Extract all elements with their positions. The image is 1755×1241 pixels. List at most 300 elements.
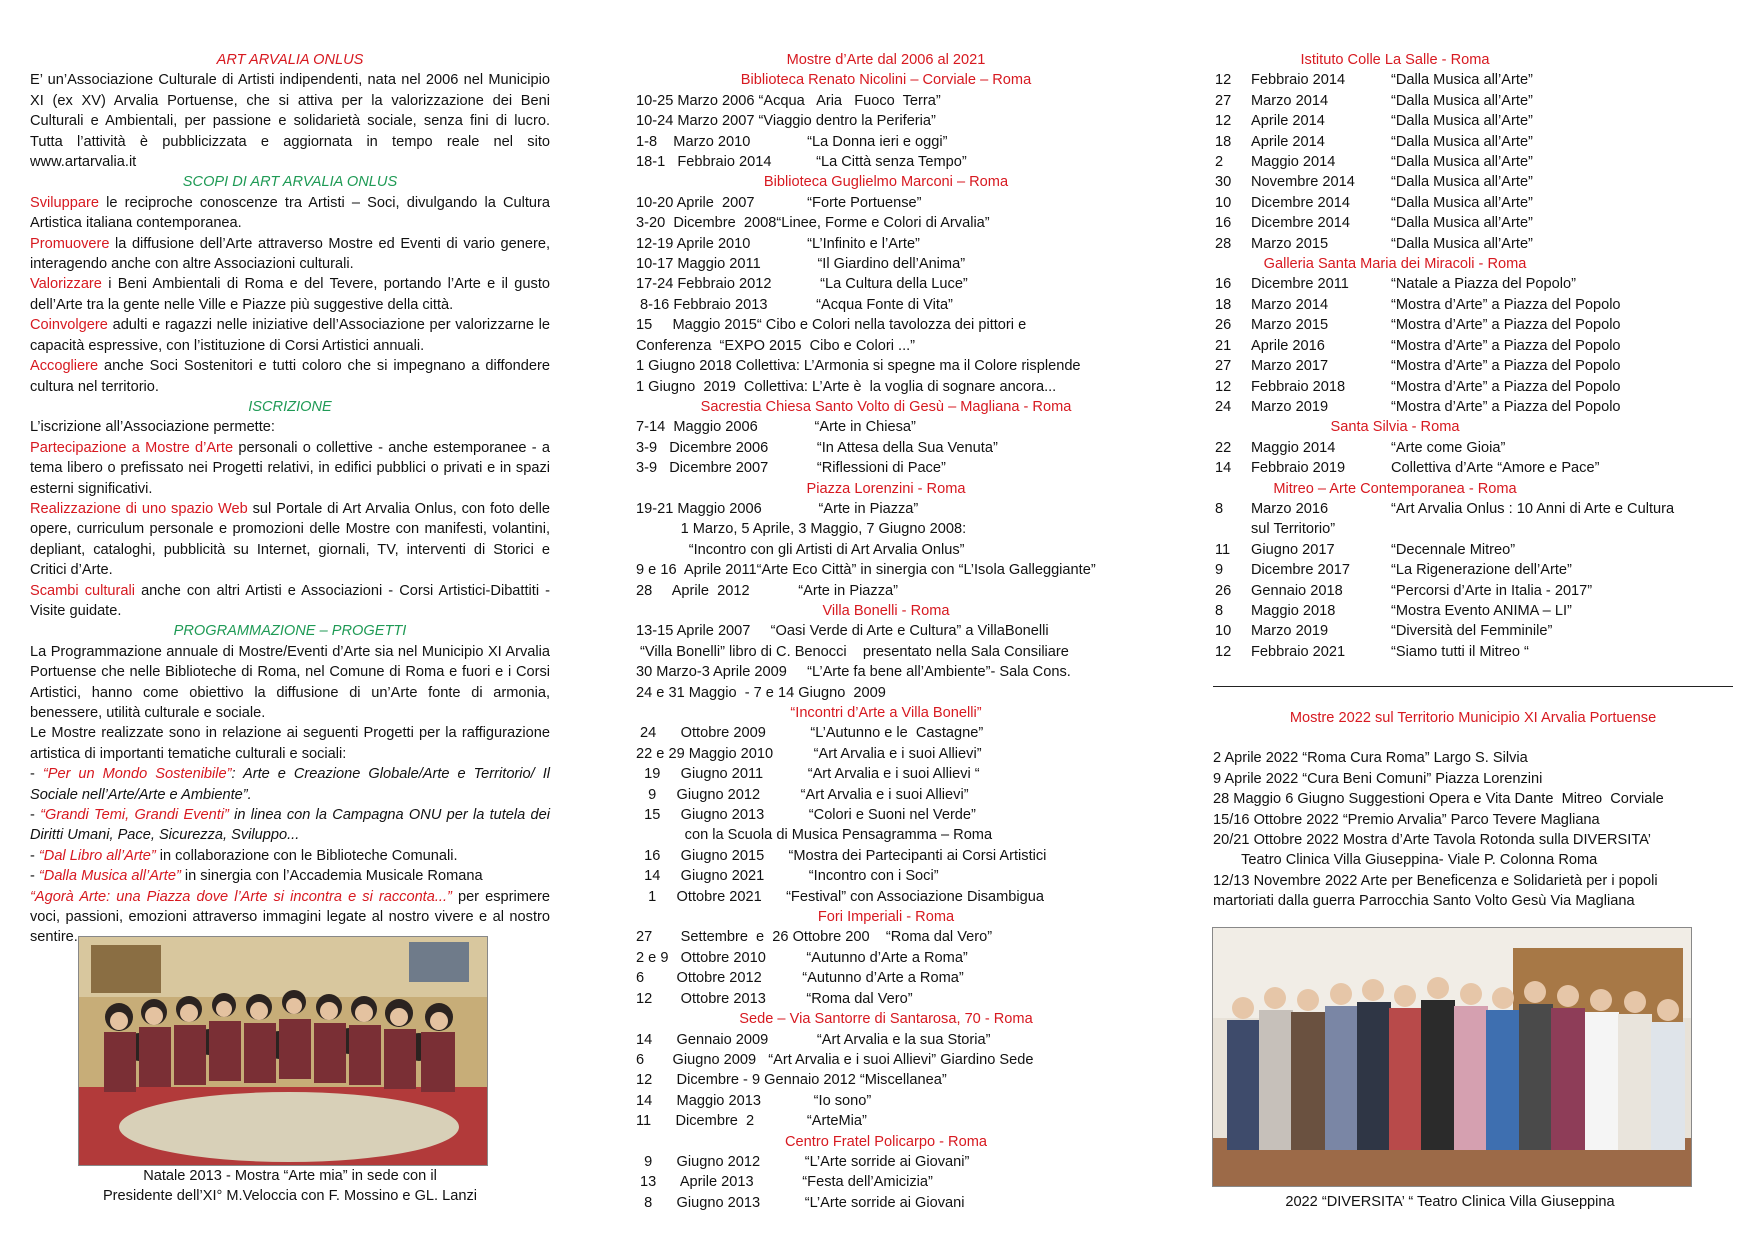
exhibition-row bbox=[636, 744, 1136, 764]
exhibition-text: Dicembre 2008“Linee, Forme e Colori di Arvalia” bbox=[665, 215, 990, 232]
exhibition-row bbox=[1215, 581, 1735, 601]
mostra-2022-item: Teatro Clinica Villa Giuseppina- Viale P. Colonna Roma bbox=[1213, 852, 1598, 869]
exhibition-text: Aprile 2007 “Forte Portuense” bbox=[673, 194, 922, 211]
exhibition-month: Novembre 2014 bbox=[1251, 174, 1355, 191]
exhibition-days: 6 bbox=[636, 1051, 645, 1068]
exhibition-title: “Dalla Musica all’Arte” bbox=[1391, 72, 1533, 89]
exhibition-day: 8 bbox=[1215, 500, 1224, 517]
progetto-title: “Dal Libro all’Arte” bbox=[38, 847, 156, 864]
exhibition-row bbox=[636, 377, 1136, 397]
exhibition-row bbox=[636, 254, 1136, 274]
exhibition-text: “Villa Bonelli” libro di C. Benocci presentato nella Sala Consiliare bbox=[636, 643, 1069, 660]
exhibition-row bbox=[636, 785, 1136, 805]
exhibition-row bbox=[636, 91, 1136, 111]
exhibition-row bbox=[636, 152, 1136, 172]
exhibition-row bbox=[1215, 315, 1735, 335]
exhibition-text: Aprile 2007 “Oasi Verde di Arte e Cultura” a VillaBonelli bbox=[673, 623, 1049, 640]
iscrizione-item bbox=[30, 581, 550, 622]
exhibition-day: 11 bbox=[1215, 541, 1231, 558]
exhibition-row bbox=[636, 989, 1136, 1009]
exhibition-row bbox=[636, 805, 1136, 825]
exhibition-title: “Dalla Musica all’Arte” bbox=[1391, 235, 1533, 252]
venue-heading: Biblioteca Guglielmo Marconi – Roma bbox=[763, 174, 1009, 191]
photo-credit: FRANCO CANNONI bbox=[72, 1081, 80, 1160]
iscrizione-item bbox=[30, 438, 550, 499]
exhibition-day: 12 bbox=[1215, 378, 1232, 395]
progetto-text: in collaborazione con le Biblioteche Comunali. bbox=[155, 847, 458, 864]
venue-heading: Centro Fratel Policarpo - Roma bbox=[785, 1133, 987, 1150]
exhibition-text: Ottobre 2009 “L’Autunno e le Castagne” bbox=[656, 725, 984, 742]
iscrizione-item bbox=[30, 499, 550, 581]
venue-heading: Villa Bonelli - Roma bbox=[822, 602, 950, 619]
exhibition-day: 8 bbox=[1215, 602, 1224, 619]
exhibition-text: Ottobre 2021 “Festival” con Associazione Disambigua bbox=[656, 888, 1045, 905]
exhibition-title: “La Rigenerazione dell’Arte” bbox=[1391, 562, 1572, 579]
scopi-lead: Coinvolgere bbox=[30, 317, 108, 334]
exhibition-row bbox=[636, 1111, 1136, 1131]
iscrizione-text: sul Portale di Art Arvalia Onlus, con foto delle opere, curriculum personale e promozioni delle Mostre con manifesti, volantini, depliant, cataloghi, pubblicità su Internet, giornali, TV, interventi di Storici e Critici d’Arte. bbox=[30, 500, 550, 579]
exhibition-text: Settembre e 26 Ottobre 200 “Roma dal Vero” bbox=[652, 929, 993, 946]
exhibition-text: con la Scuola di Musica Pensagramma – Roma bbox=[636, 827, 993, 844]
exhibition-month: Marzo 2015 bbox=[1251, 317, 1329, 334]
programmazione-heading: PROGRAMMAZIONE – PROGETTI bbox=[173, 623, 407, 640]
exhibition-month: Marzo 2014 bbox=[1251, 92, 1329, 109]
exhibition-text: Maggio 2011 “Il Giardino dell’Anima” bbox=[673, 256, 966, 273]
exhibition-title: “Art Arvalia Onlus : 10 Anni di Arte e Cultura bbox=[1391, 500, 1675, 517]
exhibition-row bbox=[636, 540, 1136, 560]
iscrizione-heading: ISCRIZIONE bbox=[248, 398, 332, 415]
venue-heading: Galleria Santa Maria dei Miracoli - Roma bbox=[1263, 256, 1527, 273]
exhibition-title: “Mostra d’Arte” a Piazza del Popolo bbox=[1391, 358, 1621, 375]
exhibition-days: 2 e 9 bbox=[636, 949, 669, 966]
exhibition-row bbox=[636, 1172, 1136, 1192]
christmas-party-photo bbox=[72, 936, 488, 1166]
exhibition-days: 18-1 bbox=[636, 154, 666, 171]
exhibition-text: Maggio 2006 “Arte in Piazza” bbox=[673, 500, 919, 517]
exhibition-text: Dicembre 2 “ArteMia” bbox=[651, 1113, 867, 1130]
exhibition-day bbox=[1215, 519, 1251, 539]
progetto-dash: - bbox=[30, 868, 39, 885]
exhibition-month: Gennaio 2018 bbox=[1251, 582, 1343, 599]
progetto-dash: - bbox=[30, 766, 43, 783]
exhibition-days: 9 bbox=[636, 786, 657, 803]
exhibition-row bbox=[636, 356, 1136, 376]
exhibition-month: Maggio 2014 bbox=[1251, 154, 1336, 171]
mostre-heading: Mostre d’Arte dal 2006 al 2021 bbox=[786, 52, 986, 68]
exhibition-month: Marzo 2014 bbox=[1251, 296, 1329, 313]
mostra-2022-item: martoriati dalla guerra Parrocchia Santo Volto Gesù Via Magliana bbox=[1213, 893, 1635, 910]
exhibition-row bbox=[636, 274, 1136, 294]
progetto-title: “Per un Mondo Sostenibile” bbox=[42, 766, 232, 783]
exhibition-text: Giugno 2012 “L’Arte sorride ai Giovani” bbox=[652, 1153, 970, 1170]
progetti-list bbox=[30, 764, 550, 948]
exhibition-row bbox=[636, 1070, 1136, 1090]
venue-sections bbox=[1215, 50, 1735, 662]
mostra-2022-item: 12/13 Novembre 2022 Arte per Beneficenza e Solidarietà per i popoli bbox=[1213, 872, 1658, 889]
scopi-lead: Sviluppare bbox=[30, 194, 99, 211]
intro-paragraph: E’ un’Associazione Culturale di Artisti indipendenti, nata nel 2006 nel Municipio XI (ex XV) Arvalia Portuense, che si attiva per la valorizzazione dei Beni Culturali e Ambientali, per passione e solidarietà sociale, senza fini di lucro. Tutta l’attività è pubblicizzata e aggiornata in tempo reale nel sito www.artarvalia.it bbox=[30, 72, 550, 171]
exhibition-row bbox=[1215, 458, 1735, 478]
exhibition-day: 12 bbox=[1215, 113, 1232, 130]
scopi-item bbox=[30, 315, 550, 356]
exhibition-text: Gennaio 2009 “Art Arvalia e la sua Storia” bbox=[652, 1031, 991, 1048]
exhibition-day: 26 bbox=[1215, 582, 1232, 599]
exhibition-days: 15 bbox=[636, 317, 653, 334]
scopi-text: anche Soci Sostenitori e tutti coloro che si impegnano a diffondere cultura nel territorio. bbox=[30, 358, 550, 395]
exhibition-row bbox=[1215, 213, 1735, 233]
exhibition-days: 15 bbox=[636, 807, 661, 824]
exhibition-title: “Dalla Musica all’Arte” bbox=[1391, 154, 1533, 171]
exhibition-month: Febbraio 2014 bbox=[1251, 72, 1346, 89]
exhibition-text: 1 Giugno 2019 Collettiva: L’Arte è la voglia di sognare ancora... bbox=[636, 378, 1057, 395]
caption-line-1: Natale 2013 - Mostra “Arte mia” in sede con il bbox=[143, 1168, 437, 1184]
exhibition-days: 10-17 bbox=[636, 256, 674, 273]
exhibition-row bbox=[636, 234, 1136, 254]
exhibition-text: Aprile 2011“Arte Eco Città” in sinergia con “L’Isola Galleggiante” bbox=[676, 562, 1096, 579]
progetto-title: “Agorà Arte: una Piazza dove l’Arte si incontra e si racconta...” bbox=[30, 888, 452, 905]
exhibition-row bbox=[636, 642, 1136, 662]
exhibition-days: 10-24 bbox=[636, 113, 674, 130]
association-title: ART ARVALIA ONLUS bbox=[216, 52, 364, 68]
exhibition-day: 27 bbox=[1215, 92, 1232, 109]
exhibition-title: “Decennale Mitreo” bbox=[1391, 541, 1516, 558]
exhibition-title: “Mostra d’Arte” a Piazza del Popolo bbox=[1391, 317, 1621, 334]
exhibition-days: 6 bbox=[636, 970, 645, 987]
exhibition-text: 22 e 29 Maggio 2010 “Art Arvalia e i suoi Allievi” bbox=[636, 745, 982, 762]
exhibition-row bbox=[636, 683, 1136, 703]
exhibition-title: Collettiva d’Arte “Amore e Pace” bbox=[1391, 460, 1600, 477]
exhibition-days: 14 bbox=[636, 868, 661, 885]
exhibition-row bbox=[636, 621, 1136, 641]
exhibition-day: 10 bbox=[1215, 623, 1232, 640]
mostra-2022-item: 20/21 Ottobre 2022 Mostra d’Arte Tavola Rotonda sulla DIVERSITA’ bbox=[1213, 832, 1652, 849]
progetto-item bbox=[30, 805, 550, 846]
exhibition-row bbox=[636, 213, 1136, 233]
exhibition-month: Marzo 2019 bbox=[1251, 398, 1329, 415]
scopi-text: adulti e ragazzi nelle iniziative dell’Associazione per valorizzarne le capacità espressive, con l’istituzione di Corsi Artistici annuali. bbox=[30, 317, 550, 354]
exhibition-text: Giugno 2015 “Mostra dei Partecipanti ai Corsi Artistici bbox=[660, 847, 1047, 864]
mostre-2022-block bbox=[1213, 708, 1733, 912]
exhibition-days: 8 bbox=[636, 1194, 653, 1211]
exhibition-days: 27 bbox=[636, 929, 653, 946]
exhibition-day: 18 bbox=[1215, 296, 1232, 313]
exhibition-row bbox=[636, 111, 1136, 131]
progetto-text: in linea con la Campagna ONU per la tutela dei Diritti Umani, Pace, Sicurezza, Sviluppo... bbox=[30, 807, 550, 844]
iscrizione-text: anche con altri Artisti e Associazioni - Corsi Artistici-Dibattiti - Visite guidate. bbox=[30, 582, 550, 619]
exhibition-month: Marzo 2015 bbox=[1251, 235, 1329, 252]
scopi-item bbox=[30, 356, 550, 397]
exhibition-row bbox=[1215, 132, 1735, 152]
exhibition-row bbox=[1215, 70, 1735, 90]
iscrizione-text: personali o collettive - anche estemporanee - a tema libero o prefissato nei Progetti relativi, in edifici pubblici o privati e in spazi esterni significativi. bbox=[30, 439, 551, 497]
exhibition-text: Ottobre 2013 “Roma dal Vero” bbox=[652, 990, 913, 1007]
exhibition-row bbox=[1215, 377, 1735, 397]
iscrizione-lead: Realizzazione di uno spazio Web bbox=[30, 500, 248, 517]
exhibition-row bbox=[636, 866, 1136, 886]
exhibition-row bbox=[1215, 172, 1735, 192]
exhibition-title: “Dalla Musica all’Arte” bbox=[1391, 133, 1533, 150]
exhibition-text: Giugno 2021 “Incontro con i Soci” bbox=[660, 868, 939, 885]
progetti-intro: Le Mostre realizzate sono in relazione ai seguenti Progetti per la raffigurazione artistica di importanti tematiche culturali e sociali: bbox=[30, 725, 550, 762]
exhibition-days: 3-9 bbox=[636, 460, 658, 477]
exhibition-day: 9 bbox=[1215, 562, 1224, 579]
exhibition-row bbox=[636, 560, 1136, 580]
exhibition-days: 13 bbox=[636, 1174, 657, 1191]
exhibition-row bbox=[636, 581, 1136, 601]
exhibition-month: Dicembre 2014 bbox=[1251, 215, 1350, 232]
venue-heading: “Incontri d’Arte a Villa Bonelli” bbox=[790, 705, 982, 721]
exhibition-row bbox=[636, 927, 1136, 947]
exhibition-title: “Mostra d’Arte” a Piazza del Popolo bbox=[1391, 378, 1621, 395]
exhibition-text: Maggio 2015“ Cibo e Colori nella tavolozza dei pittori e bbox=[652, 317, 1027, 334]
column-mostre-venues bbox=[1215, 50, 1735, 662]
exhibition-row bbox=[636, 723, 1136, 743]
exhibition-row bbox=[636, 132, 1136, 152]
exhibition-month: Aprile 2014 bbox=[1251, 113, 1325, 130]
exhibition-days: 11 bbox=[636, 1113, 652, 1130]
exhibition-days: 28 bbox=[636, 582, 653, 599]
exhibition-text: Aprile 2010 “L’Infinito e l’Arte” bbox=[673, 235, 920, 252]
exhibition-days: 19 bbox=[636, 766, 661, 783]
exhibition-row bbox=[1215, 438, 1735, 458]
exhibition-text: Giugno 2012 “Art Arvalia e i suoi Allievi” bbox=[656, 786, 969, 803]
exhibition-month: Maggio 2018 bbox=[1251, 602, 1336, 619]
exhibition-text: Giugno 2009 “Art Arvalia e i suoi Allievi” Giardino Sede bbox=[644, 1051, 1034, 1068]
exhibition-day: 12 bbox=[1215, 72, 1232, 89]
exhibition-days: 3-20 bbox=[636, 215, 666, 232]
exhibition-month: Dicembre 2011 bbox=[1251, 276, 1349, 293]
exhibition-day: 14 bbox=[1215, 460, 1232, 477]
progetto-text: : Arte e Creazione Globale/Arte e Territorio/ Il Sociale nell’Arte/Arte e Ambiente”. bbox=[30, 766, 550, 803]
exhibition-text: “Incontro con gli Artisti di Art Arvalia Onlus” bbox=[636, 541, 965, 558]
exhibition-row bbox=[1215, 234, 1735, 254]
exhibition-title: “Mostra d’Arte” a Piazza del Popolo bbox=[1391, 398, 1621, 415]
venue-heading: Sacrestia Chiesa Santo Volto di Gesù – Magliana - Roma bbox=[700, 398, 1072, 415]
exhibition-day: 22 bbox=[1215, 439, 1232, 456]
scopi-text: le reciproche conoscenze tra Artisti – Soci, divulgando la Cultura Artistica italiana contemporanea. bbox=[30, 194, 550, 232]
progetto-item bbox=[30, 764, 550, 805]
exhibition-days: 14 bbox=[636, 1031, 653, 1048]
exhibition-month: Dicembre 2017 bbox=[1251, 562, 1350, 579]
exhibition-day: 12 bbox=[1215, 643, 1232, 660]
exhibition-row bbox=[1215, 336, 1735, 356]
exhibition-text: Conferenza “EXPO 2015 Cibo e Colori ...” bbox=[636, 337, 916, 354]
exhibition-text: Aprile 2012 “Arte in Piazza” bbox=[652, 582, 898, 599]
exhibition-day: 28 bbox=[1215, 235, 1232, 252]
exhibition-title: “Diversità del Femminile” bbox=[1391, 623, 1553, 640]
exhibition-day: 24 bbox=[1215, 398, 1232, 415]
exhibition-day: 18 bbox=[1215, 133, 1232, 150]
progetto-dash: - bbox=[30, 807, 41, 824]
exhibition-row bbox=[1215, 499, 1735, 519]
mostre-2022-list bbox=[1213, 748, 1733, 911]
exhibition-day: 16 bbox=[1215, 276, 1232, 293]
exhibition-text: Maggio 2006 “Arte in Chiesa” bbox=[665, 419, 916, 436]
exhibition-row bbox=[1215, 274, 1735, 294]
exhibition-days: 12-19 bbox=[636, 235, 674, 252]
exhibition-title: “Mostra d’Arte” a Piazza del Popolo bbox=[1391, 337, 1621, 354]
exhibition-row bbox=[1215, 193, 1735, 213]
exhibition-days: 16 bbox=[636, 847, 661, 864]
exhibition-days: 3-9 bbox=[636, 439, 658, 456]
exhibition-title: “Percorsi d’Arte in Italia - 2017” bbox=[1391, 582, 1593, 599]
exhibition-days: 8-16 bbox=[636, 296, 670, 313]
progetto-item bbox=[30, 846, 550, 866]
exhibition-month: Febbraio 2021 bbox=[1251, 643, 1346, 660]
column-mostre-2006-2021 bbox=[636, 50, 1136, 1213]
exhibition-row bbox=[636, 1193, 1136, 1213]
exhibition-row bbox=[636, 438, 1136, 458]
exhibition-days: 17-24 bbox=[636, 276, 674, 293]
iscrizione-lead: Partecipazione a Mostre d’Arte bbox=[30, 439, 234, 456]
exhibition-row bbox=[636, 764, 1136, 784]
exhibition-text: 24 e 31 Maggio - 7 e 14 Giugno 2009 bbox=[636, 684, 886, 701]
exhibition-text: Marzo 2010 “La Donna ieri e oggi” bbox=[657, 133, 948, 150]
exhibition-row bbox=[636, 1152, 1136, 1172]
exhibition-row bbox=[636, 948, 1136, 968]
exhibition-month: Giugno 2017 bbox=[1251, 541, 1335, 558]
mostra-2022-item: 2 Aprile 2022 “Roma Cura Roma” Largo S. Silvia bbox=[1213, 750, 1528, 767]
exhibition-month: Marzo 2019 bbox=[1251, 623, 1329, 640]
exhibition-days: 12 bbox=[636, 1072, 653, 1089]
venue-heading: Sede – Via Santorre di Santarosa, 70 - Roma bbox=[739, 1011, 1033, 1028]
exhibition-row bbox=[1215, 540, 1735, 560]
exhibition-title: “Dalla Musica all’Arte” bbox=[1391, 92, 1533, 109]
scopi-item bbox=[30, 234, 550, 275]
exhibition-month: Dicembre 2014 bbox=[1251, 194, 1350, 211]
exhibition-days: 9 e 16 bbox=[636, 562, 677, 579]
exhibition-day: 16 bbox=[1215, 215, 1232, 232]
exhibition-row bbox=[1215, 642, 1735, 662]
exhibition-days: 14 bbox=[636, 1092, 653, 1109]
scopi-lead: Accogliere bbox=[30, 358, 99, 375]
progetto-item bbox=[30, 866, 550, 886]
exhibition-days: 7-14 bbox=[636, 419, 666, 436]
exhibition-text: Febbraio 2013 “Acqua Fonte di Vita” bbox=[669, 296, 953, 313]
exhibition-days: 9 bbox=[636, 1153, 653, 1170]
exhibition-row bbox=[1215, 111, 1735, 131]
exhibition-row bbox=[636, 825, 1136, 845]
iscrizione-lead: Scambi culturali bbox=[30, 582, 136, 599]
exhibition-title: “Natale a Piazza del Popolo” bbox=[1391, 276, 1576, 293]
venue-heading: Biblioteca Renato Nicolini – Corviale – Roma bbox=[740, 72, 1032, 89]
exhibition-row bbox=[1215, 91, 1735, 111]
scopi-list bbox=[30, 193, 550, 397]
exhibition-text: Aprile 2013 “Festa dell’Amicizia” bbox=[656, 1174, 933, 1191]
photo-caption-2: 2022 “DIVERSITA’ “ Teatro Clinica Villa Giuseppina bbox=[1285, 1194, 1615, 1210]
exhibition-text: Dicembre - 9 Gennaio 2012 “Miscellanea” bbox=[652, 1072, 947, 1089]
exhibition-month: Maggio 2014 bbox=[1251, 439, 1336, 456]
mostre-sections bbox=[636, 70, 1136, 1213]
exhibition-text: Dicembre 2007 “Riflessioni di Pace” bbox=[657, 460, 946, 477]
exhibition-title: “Dalla Musica all’Arte” bbox=[1391, 174, 1533, 191]
exhibition-text: Giugno 2013 “L’Arte sorride ai Giovani bbox=[652, 1194, 965, 1211]
exhibition-days: 1-8 bbox=[636, 133, 658, 150]
exhibition-text: Maggio 2013 “Io sono” bbox=[652, 1092, 872, 1109]
exhibition-text: Marzo 2007 “Viaggio dentro la Periferia” bbox=[673, 113, 936, 130]
exhibition-days: 24 bbox=[636, 725, 657, 742]
exhibition-text: Dicembre 2006 “In Attesa della Sua Venuta” bbox=[657, 439, 998, 456]
exhibition-row bbox=[1215, 295, 1735, 315]
exhibition-month: Febbraio 2018 bbox=[1251, 378, 1346, 395]
exhibition-month: Marzo 2016 bbox=[1251, 500, 1329, 517]
exhibition-text: Giugno 2011 “Art Arvalia e i suoi Allievi “ bbox=[660, 766, 980, 783]
iscrizione-intro: L’iscrizione all’Associazione permette: bbox=[30, 419, 275, 436]
mostra-2022-item: 15/16 Ottobre 2022 “Premio Arvalia” Parco Tevere Magliana bbox=[1213, 811, 1600, 828]
exhibition-row bbox=[636, 193, 1136, 213]
exhibition-row bbox=[636, 1050, 1136, 1070]
exhibition-title: “Siamo tutti il Mitreo “ bbox=[1391, 643, 1529, 660]
exhibition-text: Ottobre 2012 “Autunno d’Arte a Roma” bbox=[644, 970, 964, 987]
divider-line bbox=[1213, 686, 1733, 687]
scopi-lead: Valorizzare bbox=[30, 276, 102, 293]
exhibition-days: 10-25 bbox=[636, 92, 674, 109]
group-photo-illustration-2 bbox=[1213, 928, 1691, 1186]
scopi-item bbox=[30, 193, 550, 234]
exhibition-text: Ottobre 2010 “Autunno d’Arte a Roma” bbox=[668, 949, 968, 966]
progetto-dash: - bbox=[30, 847, 39, 864]
exhibition-title: “Mostra Evento ANIMA – LI” bbox=[1391, 602, 1572, 619]
exhibition-text: Febbraio 2014 “La Città senza Tempo” bbox=[665, 154, 967, 171]
programmazione-paragraph: La Programmazione annuale di Mostre/Eventi d’Arte sia nel Municipio XI Arvalia Portuense che nelle Biblioteche di Roma, nel Comune di Roma e fuori e i Corsi Artistici, hanno come obiettivo la diffusione di un’Arte fonte di armonia, benessere, utilità culturale e sociale. bbox=[30, 643, 550, 721]
exhibition-row bbox=[1215, 519, 1735, 539]
exhibition-row bbox=[636, 458, 1136, 478]
venue-heading: Piazza Lorenzini - Roma bbox=[806, 480, 966, 497]
venue-heading: Mitreo – Arte Contemporanea - Roma bbox=[1273, 480, 1517, 497]
exhibition-row bbox=[636, 336, 1136, 356]
caption-line-2: Presidente dell’XI° M.Veloccia con F. Mossino e GL. Lanzi bbox=[102, 1188, 478, 1204]
exhibition-row bbox=[636, 887, 1136, 907]
exhibition-row bbox=[636, 1030, 1136, 1050]
exhibition-row bbox=[636, 662, 1136, 682]
exhibition-text: 1 Marzo, 5 Aprile, 3 Maggio, 7 Giugno 2008: bbox=[636, 521, 967, 538]
exhibition-day: 30 bbox=[1215, 174, 1232, 191]
exhibition-month: Marzo 2017 bbox=[1251, 358, 1329, 375]
group-photo-illustration bbox=[79, 937, 487, 1165]
venue-heading: Fori Imperiali - Roma bbox=[817, 909, 955, 926]
exhibition-row bbox=[636, 499, 1136, 519]
exhibition-row bbox=[1215, 621, 1735, 641]
exhibition-month: sul Territorio” bbox=[1251, 521, 1336, 538]
exhibition-row bbox=[1215, 356, 1735, 376]
exhibition-day: 10 bbox=[1215, 194, 1232, 211]
exhibition-title: “Dalla Musica all’Arte” bbox=[1391, 194, 1533, 211]
exhibition-days: 19-21 bbox=[636, 500, 674, 517]
scopi-item bbox=[30, 274, 550, 315]
exhibition-row bbox=[636, 295, 1136, 315]
exhibition-days: 12 bbox=[636, 990, 653, 1007]
exhibition-day: 27 bbox=[1215, 358, 1232, 375]
scopi-text: la diffusione dell’Arte attraverso Mostre ed Eventi di vario genere, interagendo anche con altre Associazioni culturali. bbox=[30, 235, 550, 273]
exhibition-title: “Arte come Gioia” bbox=[1391, 439, 1506, 456]
exhibition-text: Marzo 2006 “Acqua Aria Fuoco Terra” bbox=[673, 92, 941, 109]
exhibition-month: Aprile 2016 bbox=[1251, 337, 1325, 354]
exhibition-days: 13-15 bbox=[636, 623, 674, 640]
progetto-text: per esprimere voci, passioni, emozioni attraverso immagini legate al nostro vivere e al nostro sentire. bbox=[30, 888, 550, 946]
venue-heading: Istituto Colle La Salle - Roma bbox=[1300, 52, 1490, 68]
exhibition-row bbox=[1215, 397, 1735, 417]
exhibition-title: “Mostra d’Arte” a Piazza del Popolo bbox=[1391, 296, 1621, 313]
column-about bbox=[30, 50, 550, 948]
exhibition-text: Giugno 2013 “Colori e Suoni nel Verde” bbox=[660, 807, 976, 824]
venue-heading: Santa Silvia - Roma bbox=[1330, 419, 1460, 436]
mostre-2022-heading: Mostre 2022 sul Territorio Municipio XI Arvalia Portuense bbox=[1289, 710, 1657, 726]
photo-caption-1 bbox=[60, 1166, 520, 1206]
exhibition-days: 10-20 bbox=[636, 194, 674, 211]
progetto-text: in sinergia con l’Accademia Musicale Romana bbox=[180, 868, 483, 885]
exhibition-row bbox=[636, 315, 1136, 335]
exhibition-row bbox=[1215, 601, 1735, 621]
